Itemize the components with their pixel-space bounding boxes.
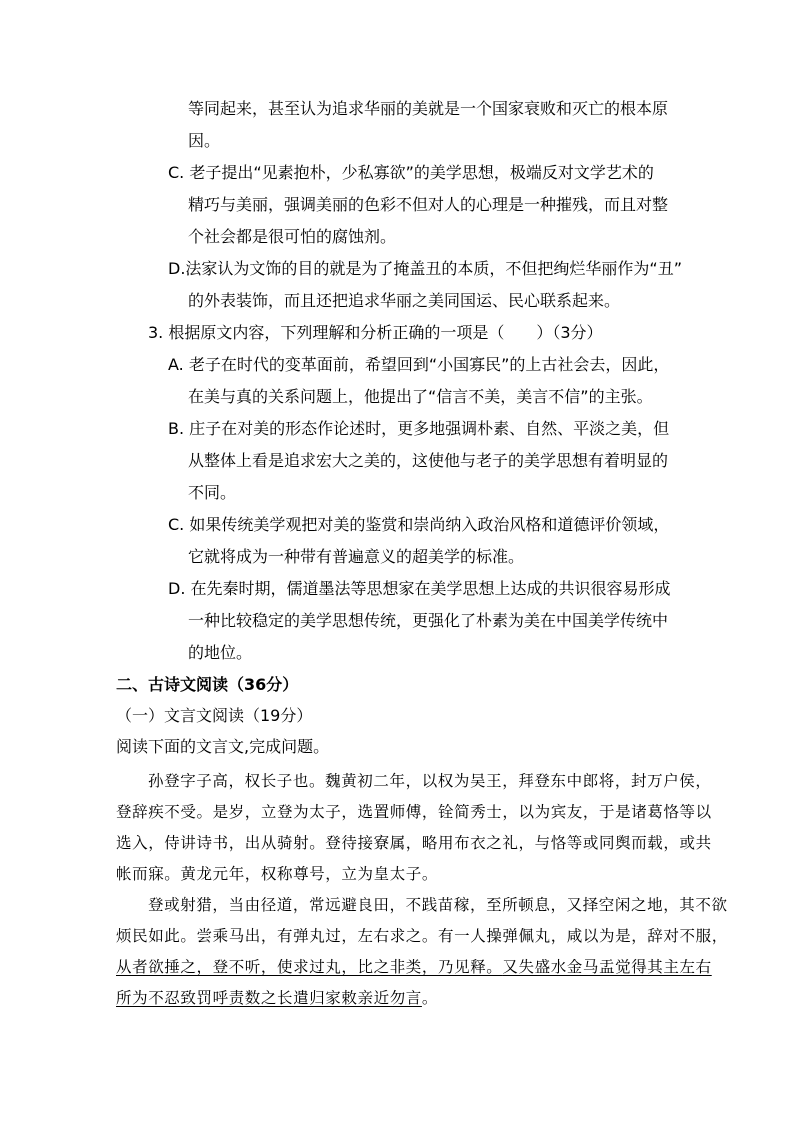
q3-option-c: C. 如果传统美学观把对美的鉴赏和崇尚纳入政治风格和道德评价领域， [168,515,670,534]
q3-option-b-line: 从整体上看是追求宏大之美的，这使他与老子的美学思想有着明显的 [188,451,669,470]
q3-option-d-line: 的地位。 [188,643,253,662]
q3-option-a-line: 在美与真的关系问题上，他提出了“信言不美，美言不信”的主张。 [188,387,653,406]
passage-line: 登或射猎，当由径道，常远避良田，不践苗稼，至所顿息，又择空闲之地，其不欲 [148,896,728,914]
q2-option-b-line: 等同起来，甚至认为追求华丽的美就是一个国家衰败和灭亡的根本原 [188,99,669,118]
passage-line: 登辞疾不受。是岁，立登为太子，选置师傅，铨简秀士，以为宾友，于是诸葛恪等以 [116,803,712,821]
q3-option-d: D. 在先秦时期，儒道墨法等思想家在美学思想上达成的共识很容易形成 [168,579,671,598]
passage-line: 孙登字子高，权长子也。魏黄初二年，以权为吴王，拜登东中郎将，封万户侯， [148,772,712,790]
q3-option-a: A. 老子在时代的变革面前，希望回到“小国寡民”的上古社会去，因此， [168,355,670,374]
reading-instruction: 阅读下面的文言文,完成问题。 [116,737,330,756]
q2-option-c-line: 精巧与美丽，强调美丽的色彩不但对人的心理是一种摧残，而且对整 [188,195,669,214]
passage-line: 帐而寐。黄龙元年，权称尊号，立为皇太子。 [116,865,439,883]
q3-stem: 3. 根据原文内容，下列理解和分析正确的一项是（ ）（3分） [148,323,603,342]
q2-option-b-line: 因。 [188,131,221,150]
q3-option-b: B. 庄子在对美的形态作论述时，更多地强调朴素、自然、平淡之美，但 [168,419,670,438]
q2-option-c-line: 个社会都是很可怕的腐蚀剂。 [188,227,397,246]
passage-line [116,956,712,978]
q2-option-d: D.法家认为文饰的目的就是为了掩盖丑的本质，不但把绚烂华丽作为“丑” [168,259,682,278]
subsection-title: （一）文言文阅读（19分） [116,706,313,725]
passage-line: 选入，侍讲诗书，出从骑射。登待接寮属，略用布衣之礼，与恪等或同舆而载，或共 [116,834,712,852]
q3-option-c-line: 它就将成为一种带有普遍意义的超美学的标准。 [188,547,525,566]
underlined-sentence: 所为不忍致罚呼责数之长遣归家敕亲近勿言 [116,989,422,1007]
q3-option-d-line: 一种比较稳定的美学思想传统，更强化了朴素为美在中国美学传统中 [188,611,669,630]
section-title: 二、古诗文阅读（36分） [116,675,299,694]
passage-line: 烦民如此。尝乘马出，有弹丸过，左右求之。有一人操弹佩丸，咸以为是，辞对不服， [116,927,728,945]
passage-line: 所为不忍致罚呼责数之长遣归家敕亲近勿言。 [116,989,439,1007]
underlined-sentence: 从者欲捶之，登不听，使求过丸，比之非类，乃见释。 [116,958,503,976]
q2-option-d-line: 的外表装饰，而且还把追求华丽之美同国运、民心联系起来。 [188,291,621,310]
underlined-sentence: 又失盛水金马盂觉得其主左右 [502,958,712,976]
q2-option-c: C. 老子提出“见素抱朴，少私寡欲”的美学思想，极端反对文学艺术的 [168,163,654,182]
q3-option-b-line: 不同。 [188,483,237,502]
